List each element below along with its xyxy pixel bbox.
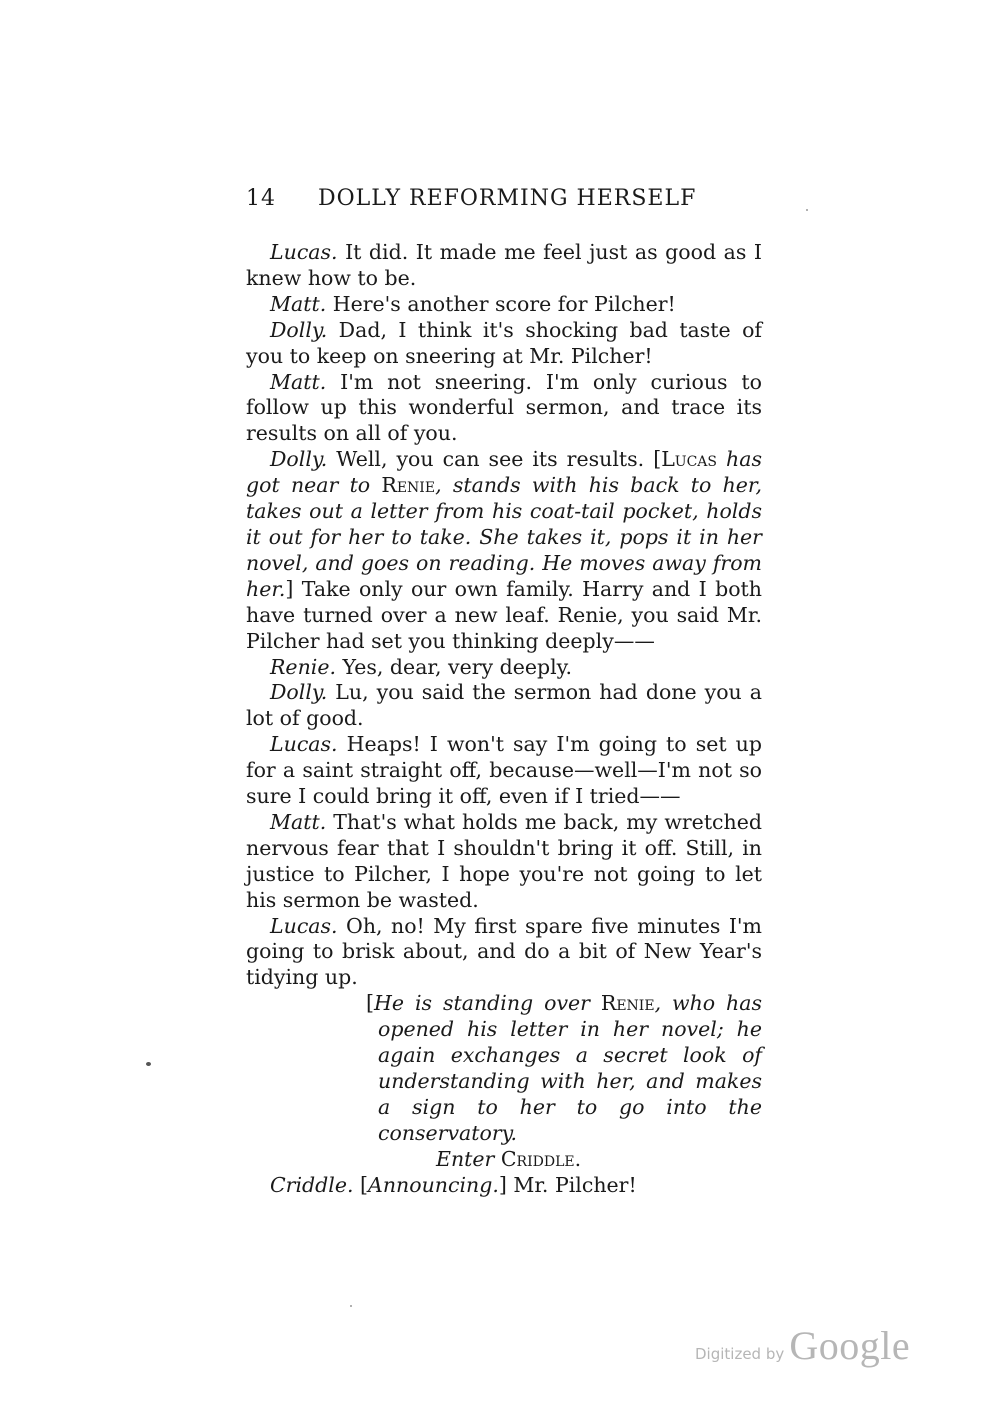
dialogue-paragraph bbox=[246, 318, 762, 370]
speaker-name: Matt. bbox=[270, 291, 327, 316]
speaker-name: Dolly. bbox=[270, 317, 328, 342]
dialogue-paragraph bbox=[246, 732, 762, 810]
dialogue-paragraph bbox=[246, 447, 762, 654]
dialogue-text: Well, you can see its results. bbox=[327, 447, 654, 472]
dialogue-paragraph bbox=[246, 655, 762, 681]
speaker-name: Dolly. bbox=[270, 447, 328, 472]
google-logo: Google bbox=[789, 1323, 911, 1368]
inline-stage-direction: has got near to bbox=[246, 447, 762, 498]
dialogue-text: Mr. Pilcher! bbox=[506, 1172, 637, 1197]
speaker-name: Lucas. bbox=[270, 732, 338, 757]
character-name: Renie bbox=[381, 473, 436, 498]
dialogue-text: Take only our own family. Harry and I both have turned over a new leaf. Renie, you said Mr. Pilcher had set you thinking deeply—— bbox=[246, 576, 762, 653]
dialogue-paragraph bbox=[246, 240, 762, 292]
dialogue-paragraph bbox=[246, 680, 762, 732]
dialogue-paragraph bbox=[246, 370, 762, 448]
dialogue-paragraph bbox=[246, 810, 762, 914]
dialogue-text: Dad, I think it's shocking bad taste of you to keep on sneering at Mr. Pilcher! bbox=[246, 317, 762, 368]
stage-direction-text: He is standing over bbox=[374, 991, 601, 1016]
dialogue-text: It did. It made me feel just as good as I knew how to be. bbox=[246, 240, 762, 290]
speaker-name: Lucas. bbox=[270, 240, 338, 264]
bracket-open: [ bbox=[353, 1172, 369, 1197]
speaker-name: Lucas. bbox=[270, 913, 338, 938]
dialogue-text: Oh, no! My first spare five minutes I'm going to brisk about, and do a bit of New Year's tidying up. bbox=[246, 913, 762, 990]
inline-stage-direction: Announcing. bbox=[368, 1172, 499, 1197]
dialogue-paragraph bbox=[246, 914, 762, 992]
dialogue-text: Lu, you said the sermon had done you a lot of good. bbox=[246, 680, 762, 731]
entrance-label: Enter bbox=[436, 1146, 495, 1171]
digitized-label: Digitized by bbox=[695, 1345, 785, 1363]
bracket-close: ] bbox=[498, 1172, 507, 1197]
page-header bbox=[246, 186, 766, 211]
digitized-by-google-watermark bbox=[695, 1322, 910, 1369]
dialogue-text: Yes, dear, very deeply. bbox=[335, 654, 573, 679]
bracket-open: [ bbox=[653, 447, 662, 472]
bracket-open: [ bbox=[366, 991, 374, 1016]
speaker-name: Matt. bbox=[270, 369, 327, 394]
scan-speck bbox=[806, 209, 808, 211]
speaker-name: Matt. bbox=[270, 809, 327, 834]
character-name: Lucas bbox=[661, 447, 718, 472]
speaker-name: Criddle. bbox=[270, 1172, 354, 1197]
character-name: Renie bbox=[600, 991, 655, 1016]
inline-stage-direction: , stands with his back to her, takes out a letter from his coat-tail pocket, holds it out for her to take. She takes it, pops it in her novel, and goes on reading. He moves away from her. bbox=[246, 473, 762, 601]
dialogue-text: That's what holds me back, my wretched nervous fear that I shouldn't bring it off. Still, in justice to Pilcher, I hope you're not going to let his sermon be wasted. bbox=[246, 809, 762, 912]
scan-speck bbox=[350, 1305, 352, 1307]
bracket-close: ] bbox=[285, 576, 294, 601]
play-text bbox=[246, 240, 762, 1199]
scan-speck bbox=[146, 1062, 151, 1066]
page-number: 14 bbox=[246, 186, 276, 211]
dialogue-text: Here's another score for Pilcher! bbox=[326, 291, 676, 316]
dialogue-paragraph bbox=[246, 292, 762, 318]
dialogue-text: Heaps! I won't say I'm going to set up for a saint straight off, because—well—I'm not so sure I could bring it off, even if I tried—— bbox=[246, 732, 762, 809]
dialogue-text: I'm not sneering. I'm only curious to follow up this wonderful sermon, and trace its results on all of you. bbox=[246, 369, 762, 446]
speaker-name: Dolly. bbox=[270, 680, 328, 705]
stage-direction-block bbox=[366, 991, 762, 1146]
entrance-line bbox=[436, 1147, 762, 1173]
stage-direction-text: , who has opened his letter in her novel; he again exchanges a secret look of understanding with her, and makes a sign to her to go into the conservatory. bbox=[378, 991, 762, 1145]
dialogue-paragraph bbox=[246, 1173, 762, 1199]
character-name: Criddle. bbox=[500, 1146, 582, 1171]
speaker-name: Renie. bbox=[270, 654, 336, 679]
running-title: DOLLY REFORMING HERSELF bbox=[318, 186, 697, 211]
